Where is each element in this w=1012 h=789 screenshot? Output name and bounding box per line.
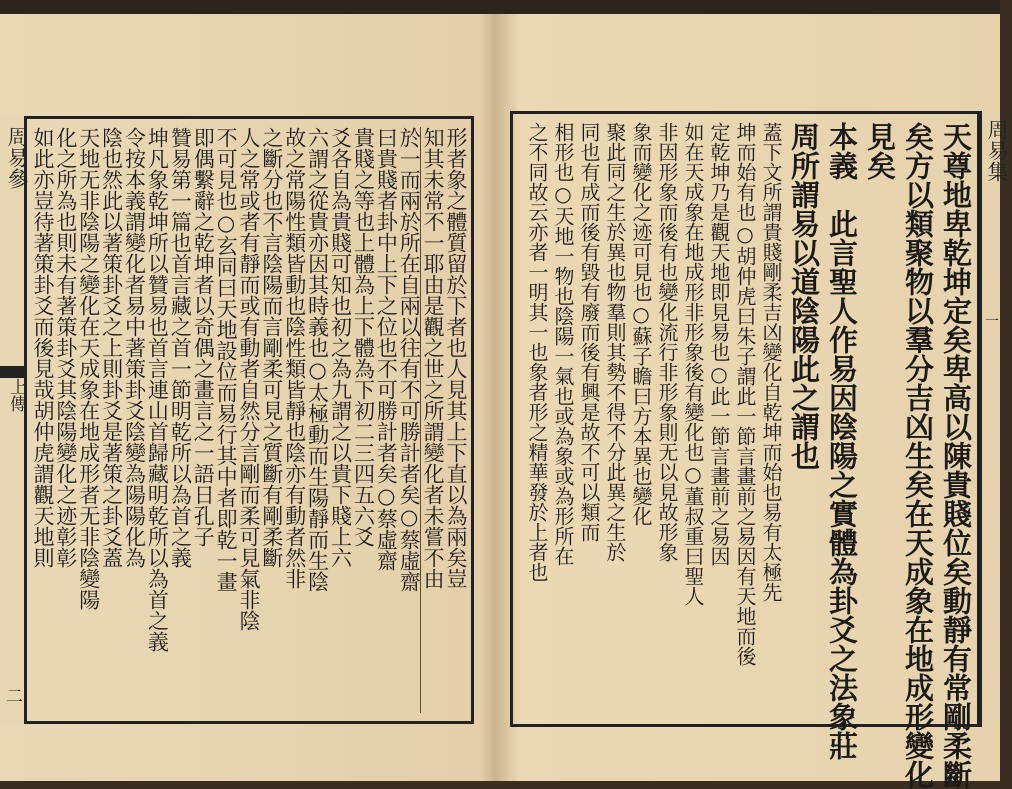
right-book-title-header: 周易集 <box>985 119 1009 182</box>
left-text-column: 曰貴賤者卦中上下之位也不可勝計者矣○蔡虛齋 <box>374 127 399 571</box>
left-text-column: 即偶繫辭之乾坤者以奇偶之畫言之一語日孔子 <box>191 127 216 547</box>
left-text-column: 知其未常不一耶由是觀之世之所謂變化者未嘗不由 <box>420 127 444 713</box>
left-text-column: 之斷分也不言陰陽而言剛柔可見之質斷有剛柔斷 <box>259 127 284 568</box>
right-text-column: 本義 此言聖人作易因陰陽之實體為卦爻之法象莊 <box>825 122 859 760</box>
left-text-columns <box>31 127 467 713</box>
left-page-number: 二 <box>6 687 23 707</box>
right-page-number: 一 <box>985 314 999 330</box>
left-text-column: 人之常或者有靜而或有動者自然分言剛而柔可見氣非陰 <box>236 127 261 631</box>
left-text-column: 如此亦豈待著策卦爻而後見哉胡仲虎謂觀天地則 <box>30 127 55 568</box>
right-text-column: 坤而始有也○胡仲虎曰朱子謂此一節言畫前之易因有天地而後 <box>733 122 757 666</box>
right-text-column: 定乾坤乃是觀天地即見易也○此一節言畫前之易因 <box>707 122 731 566</box>
right-text-column: 聚此同之生於異也物羣則其勢不得不分此異之生於 <box>603 122 627 562</box>
left-text-column: 形者象之體質留於下者也人見其上下直以為兩矣豈 <box>444 127 468 589</box>
left-text-column: 於一而兩於所在自兩以往有不可勝計者矣○蔡虛齋 <box>397 127 422 592</box>
right-text-column: 之不同故云亦者一明其一也象者形之精華發於上者也 <box>525 122 549 582</box>
fishtail-mark <box>0 366 24 378</box>
left-text-column: 令按本義謂變化者易中著策卦爻陰變為陽陽化為 <box>122 127 147 568</box>
left-text-column: 故之常陽性類皆動也陰性類皆靜也陰亦有動者然非 <box>282 127 307 589</box>
left-text-column: 化之所為也則未有著策卦爻其陰陽變化之迹彰彰 <box>53 127 78 568</box>
left-text-frame <box>24 116 474 724</box>
left-text-column: 贊易第一篇也首言藏之首一節明乾所以為首之義 <box>168 127 193 568</box>
right-text-column: 蓋下文所謂貴賤剛柔吉凶變化自乾坤而始也易有太極先 <box>759 122 783 602</box>
right-text-frame <box>510 111 980 789</box>
left-text-column: 不可見也○玄同曰天地設位而易行其中者即乾一畫 <box>214 127 239 592</box>
book-title-header: 周易參 <box>5 126 29 189</box>
right-page-margin-gutter <box>980 111 1009 727</box>
left-text-column: 坤凡象乾坤所以贊易也首言連山首歸藏明乾所以為首之義 <box>145 127 170 652</box>
right-page <box>500 0 1009 789</box>
left-text-column: 天地无非陰陽之變化在天成象在地成形者无非陰變陽 <box>76 127 101 610</box>
left-text-column: 爻各自為貴賤可知也初之為九謂之以貴下賤上六 <box>328 127 353 568</box>
left-page-margin-gutter <box>0 116 29 724</box>
right-text-column: 周所謂易以道陰陽此之謂也 <box>787 122 821 470</box>
left-text-column: 六謂之從貴亦因其時義也○太極動而生陽靜而生陰 <box>305 127 330 592</box>
left-text-column: 陰也然此以著策卦爻之上則卦爻是著策之卦爻蓋 <box>99 127 124 568</box>
right-text-column: 見矣 <box>863 122 897 180</box>
right-text-column: 相形也○天地一物也陰陽一氣也或為象或為形所在 <box>551 122 575 566</box>
right-text-columns <box>519 122 973 789</box>
right-text-column: 象而變化之迹可見也○蘇子瞻曰方本異也變化 <box>629 122 653 526</box>
left-text-column: 貴賤之等也上體為上下體為下初二三四五六爻 <box>351 127 376 547</box>
juan-label: 上傳 <box>6 378 26 412</box>
right-text-column: 非因形象而後有也變化流行非形象則无以見故形象 <box>655 122 679 562</box>
right-text-column: 同也有成而後有毀有廢而後有興是故不可以類而 <box>577 122 601 542</box>
right-text-column: 如在天成象在地成形非形象後有變化也○董叔重曰聖人 <box>681 122 705 606</box>
right-text-column: 矣方以類聚物以羣分吉凶生矣在天成象在地成形變化 <box>901 122 935 789</box>
left-page <box>0 0 494 781</box>
right-text-column: 天尊地卑乾坤定矣卑高以陳貴賤位矣動靜有常剛柔斷 <box>939 122 973 789</box>
